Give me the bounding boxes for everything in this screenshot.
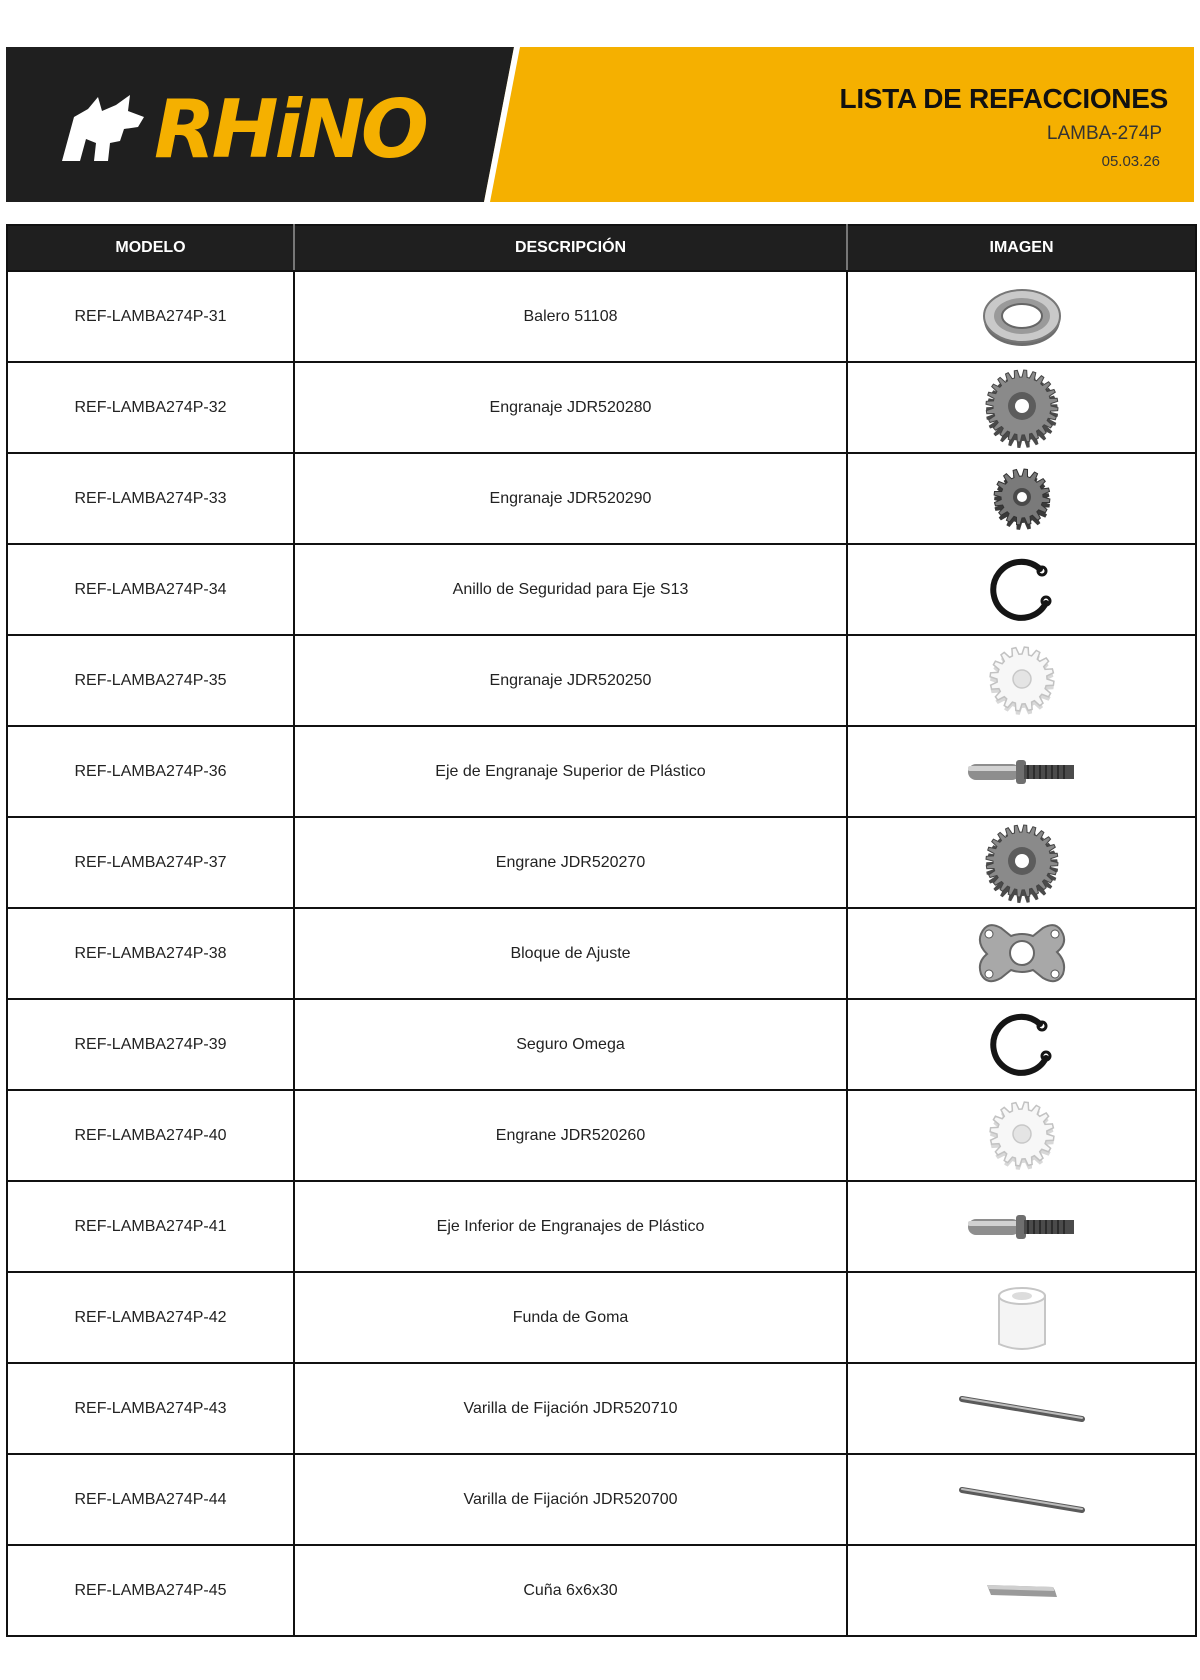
cell-image [847,1272,1196,1363]
rubber-sleeve-icon [848,1278,1195,1358]
table-row [7,635,1196,726]
cell-description: Anillo de Seguridad para Eje S13 [294,544,847,635]
shaft-icon [848,752,1195,792]
cell-description: Eje de Engranaje Superior de Plástico [294,726,847,817]
key-bar-icon [848,1571,1195,1611]
cell-model: REF-LAMBA274P-41 [7,1181,294,1272]
adjustment-plate-icon [848,914,1195,994]
cell-description: Engranaje JDR520250 [294,635,847,726]
table-row [7,1363,1196,1454]
cell-image [847,1090,1196,1181]
parts-table [6,224,1197,1637]
cell-model: REF-LAMBA274P-33 [7,453,294,544]
cell-image [847,1545,1196,1636]
cell-image [847,453,1196,544]
cell-image [847,817,1196,908]
title-block [840,83,1168,170]
cell-model: REF-LAMBA274P-43 [7,1363,294,1454]
cell-description: Engranaje JDR520290 [294,453,847,544]
cell-model: REF-LAMBA274P-45 [7,1545,294,1636]
column-header-imagen: IMAGEN [847,225,1196,271]
cell-description: Engrane JDR520260 [294,1090,847,1181]
cell-image [847,1363,1196,1454]
brand-wordmark: RHiNO [154,83,425,176]
cell-model: REF-LAMBA274P-39 [7,999,294,1090]
table-row [7,453,1196,544]
table-row [7,908,1196,999]
cell-image [847,635,1196,726]
cell-model: REF-LAMBA274P-35 [7,635,294,726]
table-row [7,1090,1196,1181]
cell-description: Cuña 6x6x30 [294,1545,847,1636]
cell-image [847,726,1196,817]
rhino-head-icon [58,91,154,171]
cell-image [847,908,1196,999]
cell-description: Engrane JDR520270 [294,817,847,908]
table-row [7,1181,1196,1272]
cell-image [847,271,1196,362]
cell-model: REF-LAMBA274P-38 [7,908,294,999]
cell-image [847,362,1196,453]
retaining-ring-icon [848,1008,1195,1082]
cell-model: REF-LAMBA274P-31 [7,271,294,362]
cell-description: Bloque de Ajuste [294,908,847,999]
cell-model: REF-LAMBA274P-36 [7,726,294,817]
column-header-modelo: MODELO [7,225,294,271]
cell-image [847,1454,1196,1545]
metal-gear-icon [848,368,1195,448]
cell-description: Engranaje JDR520280 [294,362,847,453]
table-header-row [7,225,1196,271]
cell-description: Eje Inferior de Engranajes de Plástico [294,1181,847,1272]
small-metal-gear-icon [848,466,1195,532]
cell-model: REF-LAMBA274P-40 [7,1090,294,1181]
cell-model: REF-LAMBA274P-32 [7,362,294,453]
cell-model: REF-LAMBA274P-42 [7,1272,294,1363]
page-title: LISTA DE REFACCIONES [839,83,1168,114]
table-row [7,1454,1196,1545]
table-row [7,817,1196,908]
retaining-ring-icon [848,553,1195,627]
cell-model: REF-LAMBA274P-34 [7,544,294,635]
cell-image [847,544,1196,635]
cell-description: Funda de Goma [294,1272,847,1363]
model-label: LAMBA-274P [1046,123,1162,144]
plastic-gear-icon [848,1100,1195,1172]
rod-icon [848,1480,1195,1520]
cell-description: Balero 51108 [294,271,847,362]
table-row [7,999,1196,1090]
column-header-descripcion: DESCRIPCIÓN [294,225,847,271]
table-row [7,1272,1196,1363]
cell-model: REF-LAMBA274P-44 [7,1454,294,1545]
cell-image [847,1181,1196,1272]
rod-icon [848,1389,1195,1429]
cell-model: REF-LAMBA274P-37 [7,817,294,908]
table-row [7,271,1196,362]
date-label: 05.03.26 [1101,153,1160,170]
plastic-gear-icon [848,645,1195,717]
table-row [7,726,1196,817]
cell-description: Seguro Omega [294,999,847,1090]
table-row [7,1545,1196,1636]
table-row [7,362,1196,453]
cell-image [847,999,1196,1090]
shaft-icon [848,1207,1195,1247]
thrust-bearing-icon [848,282,1195,352]
brand-logo [58,83,458,176]
cell-description: Varilla de Fijación JDR520710 [294,1363,847,1454]
metal-gear-icon [848,823,1195,903]
table-row [7,544,1196,635]
header-banner [6,47,1194,202]
cell-description: Varilla de Fijación JDR520700 [294,1454,847,1545]
